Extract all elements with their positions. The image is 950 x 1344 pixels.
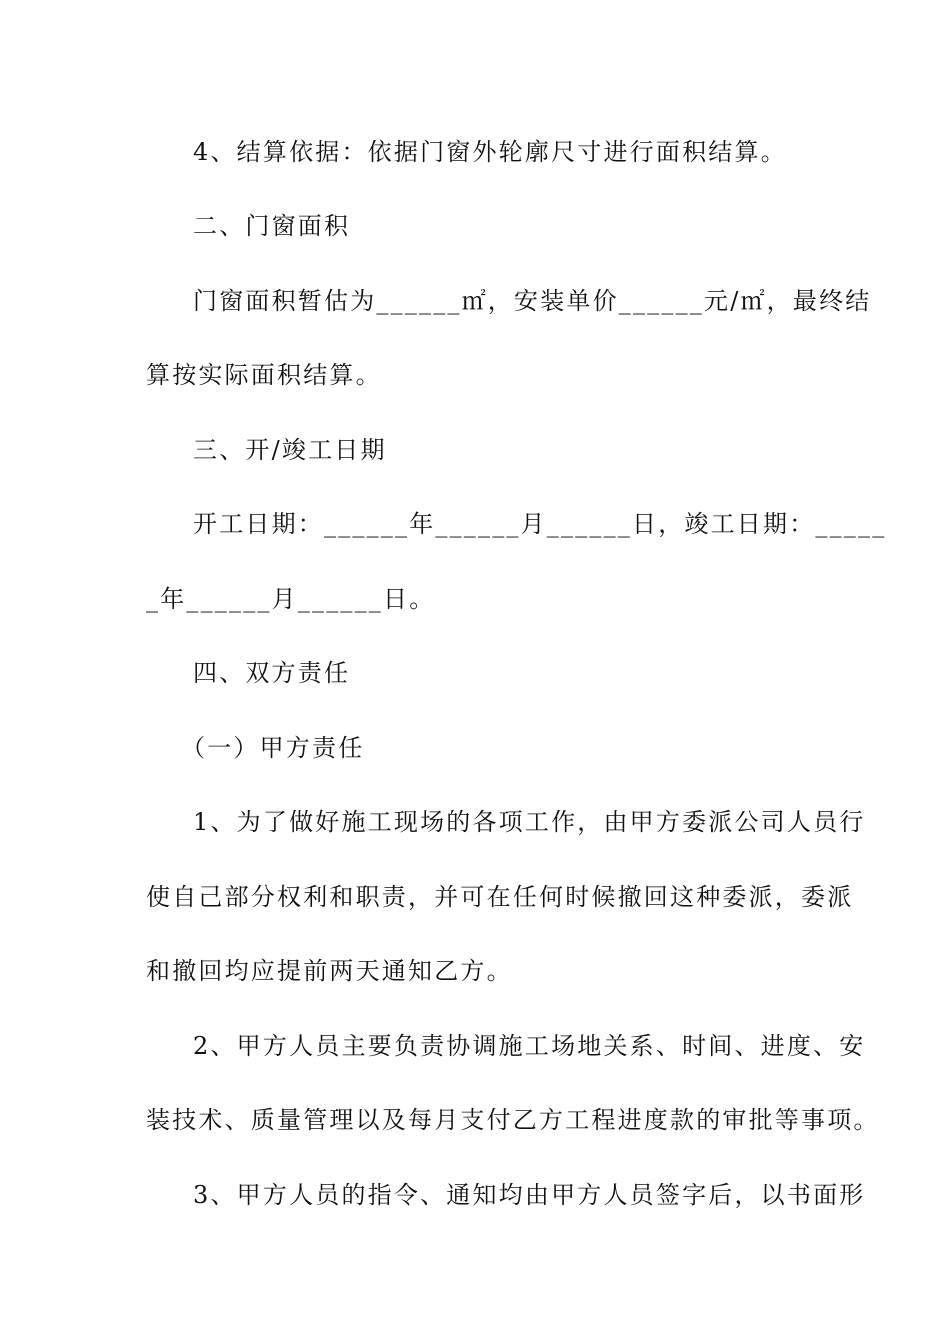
paragraph-window-area-line-1: 门窗面积暂估为______㎡，安装单价______元/㎡，最终结: [193, 287, 872, 315]
clause-2-line-1: 2、甲方人员主要负责协调施工场地关系、时间、进度、安: [193, 1032, 866, 1060]
section-heading-responsibilities: 四、双方责任: [193, 659, 351, 687]
clause-1-line-2: 使自己部分权利和职责，并可在任何时候撤回这种委派，委派: [146, 883, 854, 911]
clause-1-line-3: 和撤回均应提前两天通知乙方。: [146, 957, 513, 985]
clause-settlement-basis: 4、结算依据：依据门窗外轮廓尺寸进行面积结算。: [193, 138, 787, 166]
section-heading-dates: 三、开/竣工日期: [193, 436, 387, 464]
paragraph-dates-line-2: _年______月______日。: [146, 585, 436, 613]
paragraph-dates-line-1: 开工日期：______年______月______日，竣工日期：_____: [193, 510, 887, 538]
clause-1-line-1: 1、为了做好施工现场的各项工作，由甲方委派公司人员行: [193, 808, 866, 836]
clause-3-line-1: 3、甲方人员的指令、通知均由甲方人员签字后，以书面形: [193, 1181, 866, 1209]
subheading-party-a: （一）甲方责任: [181, 734, 365, 762]
section-heading-window-area: 二、门窗面积: [193, 212, 351, 240]
paragraph-window-area-line-2: 算按实际面积结算。: [146, 361, 382, 389]
clause-2-line-2: 装技术、质量管理以及每月支付乙方工程进度款的审批等事项。: [146, 1106, 880, 1134]
